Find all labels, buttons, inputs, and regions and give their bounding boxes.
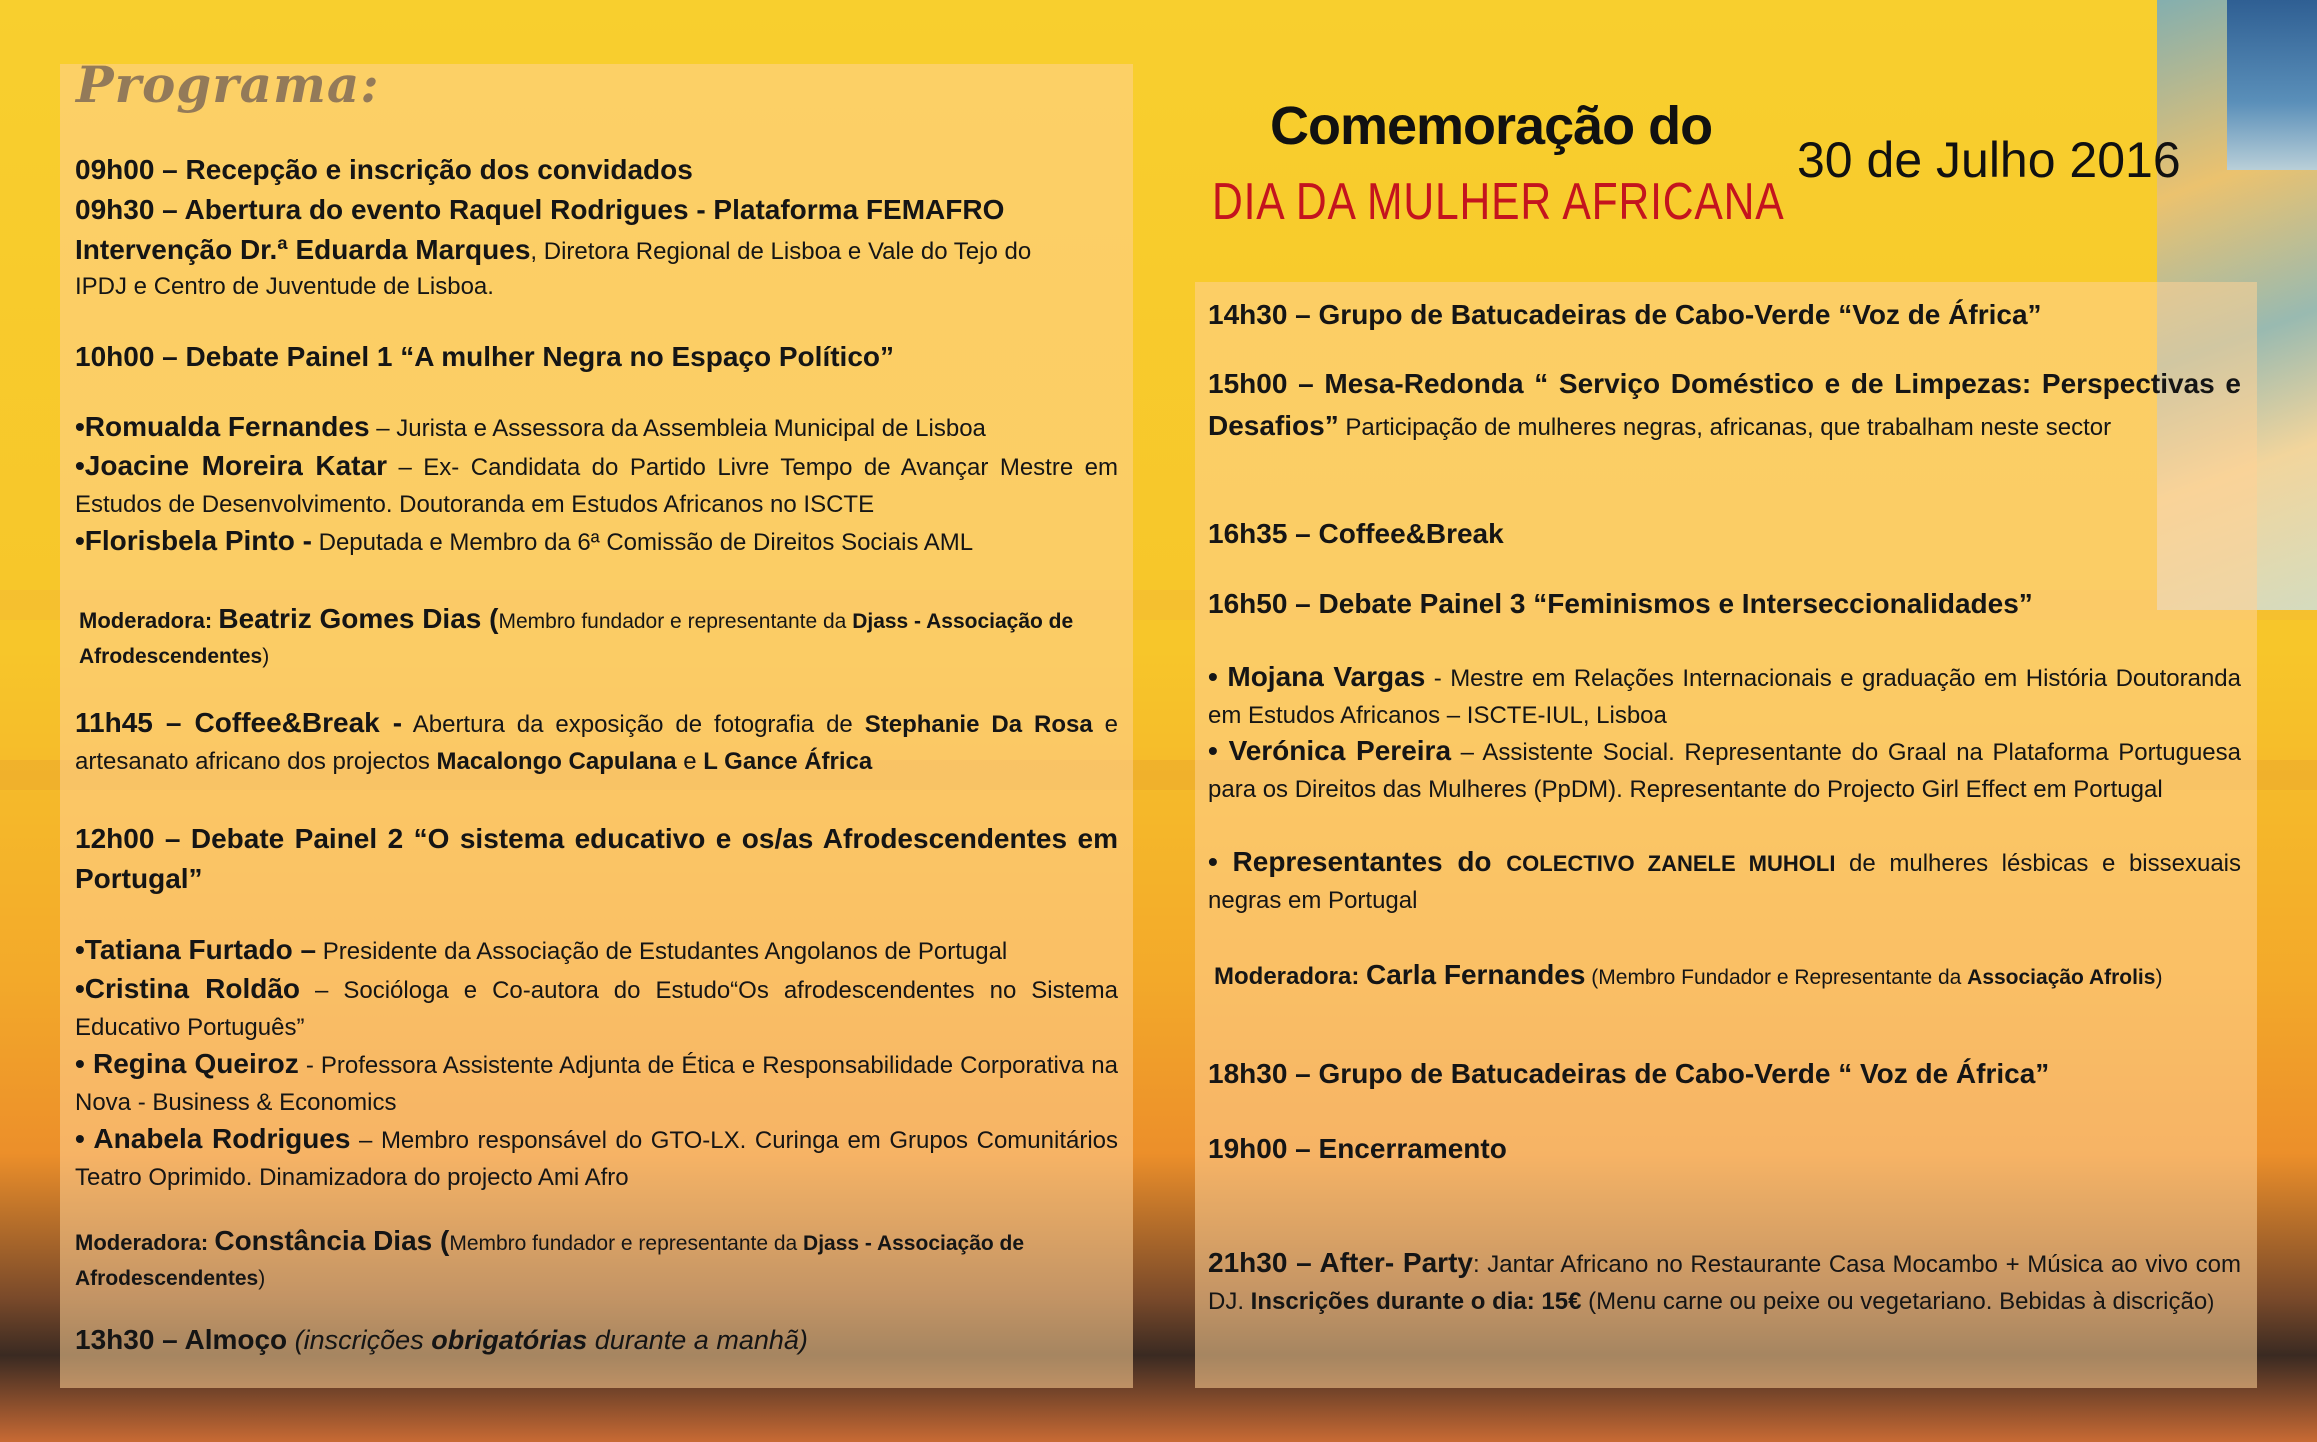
moderator-3 [1208,956,2241,996]
coffee-break-time: 11h45 – Coffee&Break - [75,707,403,738]
event-name: DIA DA MULHER AFRICANA [1212,173,1785,231]
lunch-time: 13h30 – Almoço [75,1324,288,1355]
moderator-desc: Membro fundador e representante da [449,1232,804,1255]
event-date: 30 de Julho 2016 [1797,132,2181,188]
panelist-item [1208,843,2241,919]
panelist-item [1208,658,2241,734]
panelist-desc: de mulheres lésbicas e bissexuais negras em Portugal [1208,850,2241,914]
debate-3-title: 16h50 – Debate Painel 3 “Feminismos e Interseccionalidades” [1208,588,2033,619]
moderator-1 [75,602,1118,674]
moderator-label: Moderadora: [79,608,219,633]
moderator-desc: (Membro Fundador e Representante da [1585,966,1968,989]
moderator-org: Associação Afrolis [1967,966,2156,989]
debate-1-title: 10h00 – Debate Painel 1 “A mulher Negra no Espaço Político” [75,341,894,372]
panelist-name: •Tatiana Furtado – [75,934,317,965]
after-party [1208,1244,2241,1321]
project-name: L Gance África [703,748,873,775]
right-program-panel [1195,282,2257,1388]
moderator-org: Djass - Associação de Afrodescendentes [79,610,1074,668]
panelist-desc: - Mestre em Relações Internacionais e graduação em História Doutoranda em Estudos Africanos – ISCTE-IUL, Lisboa [1208,665,2241,729]
lunch-note-emphasis: obrigatórias [431,1325,588,1355]
panelist-item [75,1045,1118,1121]
lunch-note: (inscrições [287,1325,432,1355]
panelist-item [75,408,1118,447]
project-name: Macalongo Capulana [436,748,677,775]
photographer-name: Stephanie Da Rosa [864,711,1093,738]
moderator-label: Moderadora: [75,1230,215,1255]
moderator-desc: Membro fundador e representante da [498,610,853,633]
left-program-panel [60,64,1133,1388]
coffee-text: e artesanato africano dos projectos [75,711,1119,775]
paren-close: ) [258,1267,266,1290]
paren-close: ) [2155,966,2163,989]
panelist-name: •Joacine Moreira Katar [75,450,387,481]
panelist-item [75,447,1118,523]
after-party-menu: (Menu carne ou peixe ou vegetariano. Bebidas à discrição [1581,1288,2208,1315]
debate-2-title: 12h00 – Debate Painel 2 “O sistema educativo e os/as Afrodescendentes em Portugal” [75,823,1118,894]
panelist-name: • Anabela Rodrigues [75,1123,351,1154]
paren-open: ( [481,603,499,634]
panelist-desc: – Socióloga e Co-autora do Estudo“Os afrodescendentes no Sistema Educativo Português” [75,977,1118,1041]
panelist-item [75,1120,1118,1196]
mesa-redonda [1208,364,2241,448]
after-party-price: Inscrições durante o dia: 15€ [1250,1288,1582,1315]
mesa-redonda-desc: Participação de mulheres negras, africanas, que trabalham neste sector [1338,414,2112,441]
item-intervencao [75,231,1118,270]
moderator-2 [75,1224,1118,1296]
event-heading: Comemoração do [1270,96,1713,156]
coffee-break-1 [75,704,1118,780]
panelist-name: • Regina Queiroz [75,1048,299,1079]
panelist-name: •Florisbela Pinto - [75,525,312,556]
panelist-item [75,970,1118,1046]
after-party-desc: : Jantar Africano no Restaurante Casa Mocambo + Música ao vivo com DJ. [1208,1251,2241,1315]
moderator-name: Carla Fernandes [1366,959,1586,990]
paren-close: ) [2207,1291,2215,1314]
panelist-item [1208,732,2241,808]
lunch-item [75,1321,1118,1360]
moderator-label: Moderadora: [1214,963,1367,990]
paren-open: ( [432,1225,450,1256]
moderator-org: Djass - Associação de Afrodescendentes [75,1232,1025,1290]
collective-name: COLECTIVO ZANELE MUHOLI [1506,851,1836,876]
item-0900: 09h00 – Recepção e inscrição dos convidados [75,154,693,185]
lunch-note: durante a manhã) [587,1325,808,1355]
panelist-name: •Romualda Fernandes [75,411,370,442]
panelist-desc: – Jurista e Assessora da Assembleia Municipal de Lisboa [369,415,986,442]
batucadeiras-1: 14h30 – Grupo de Batucadeiras de Cabo-Verde “Voz de África” [1208,299,2042,330]
panelist-desc: – Assistente Social. Representante do Graal na Plataforma Portuguesa para os Direitos das Mulheres (PpDM). Representante do Projecto Girl Effect em Portugal [1208,739,2241,803]
background-artwork-blue [2227,0,2317,170]
panelist-name: • Verónica Pereira [1208,735,1452,766]
panelist-desc: – Membro responsável do GTO-LX. Curinga em Grupos Comunitários Teatro Oprimido. Dinamizadora do projecto Ami Afro [75,1127,1119,1191]
item-intervencao-cont: IPDJ e Centro de Juventude de Lisboa. [75,273,494,300]
panelist-desc: – Ex- Candidata do Partido Livre Tempo de Avançar Mestre em Estudos de Desenvolvimento. Doutoranda em Estudos Africanos no ISCTE [75,454,1118,518]
item-0930: 09h30 – Abertura do evento Raquel Rodrigues - Plataforma FEMAFRO [75,194,1005,225]
coffee-text: Abertura da exposição de fotografia de [402,711,865,738]
after-party-time: 21h30 – After- Party [1208,1247,1473,1278]
panelist-desc: Deputada e Membro da 6ª Comissão de Direitos Sociais AML [311,529,974,556]
coffee-text: e [676,748,704,775]
speaker-desc: , Diretora Regional de Lisboa e Vale do Tejo do [530,238,1032,265]
mesa-redonda-title: 15h00 – Mesa-Redonda “ Serviço Doméstico e de Limpezas: Perspectivas e Desafios” [1208,368,2241,441]
batucadeiras-2: 18h30 – Grupo de Batucadeiras de Cabo-Verde “ Voz de África” [1208,1058,2050,1089]
moderator-name: Beatriz Gomes Dias [218,603,482,634]
paren-close: ) [262,645,270,668]
panelist-name: • Mojana Vargas [1208,661,1426,692]
speaker-name: Intervenção Dr.ª Eduarda Marques [75,234,531,265]
panelist-item [75,522,1118,561]
moderator-name: Constância Dias [214,1225,433,1256]
coffee-break-2: 16h35 – Coffee&Break [1208,518,1504,549]
closing-item: 19h00 – Encerramento [1208,1133,1507,1164]
panelist-item [75,931,1118,970]
panelist-name: • Representantes do [1208,846,1507,877]
panelist-desc: Presidente da Associação de Estudantes Angolanos de Portugal [316,938,1008,965]
panelist-desc: - Professora Assistente Adjunta de Ética e Responsabilidade Corporativa na Nova - Business & Economics [75,1052,1118,1116]
panelist-name: •Cristina Roldão [75,973,301,1004]
